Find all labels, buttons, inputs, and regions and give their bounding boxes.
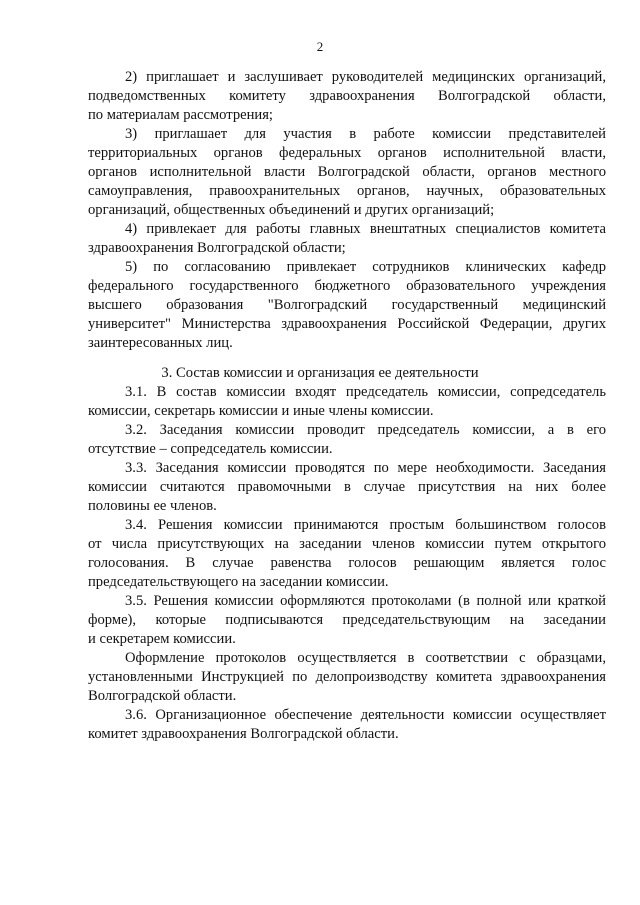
- text-line: 2) приглашает и заслушивает руководителей медицинских организаций,: [125, 69, 606, 85]
- text-line: голосования. В случае равенства голосов решающим является голос: [88, 555, 606, 571]
- text-line: самоуправления, правоохранительных органов, научных, образовательных: [88, 183, 606, 199]
- text-line: комиссии считаются правомочными в случае присутствия на них более: [88, 479, 606, 495]
- text-line: форме), которые подписываются председательствующим на заседании: [88, 612, 606, 628]
- text-line: и секретарем комиссии.: [88, 631, 236, 647]
- text-line: 3.6. Организационное обеспечение деятельности комиссии осуществляет: [125, 707, 606, 723]
- text-line: 3.3. Заседания комиссии проводятся по мере необходимости. Заседания: [125, 460, 606, 476]
- text-line: 3.1. В состав комиссии входят председатель комиссии, сопредседатель: [125, 384, 606, 400]
- text-line: по материалам рассмотрения;: [88, 107, 273, 123]
- text-line: 3.5. Решения комиссии оформляются протоколами (в полной или краткой: [125, 593, 606, 609]
- text-line: заинтересованных лиц.: [88, 335, 233, 351]
- text-line: высшего образования "Волгоградский государственный медицинский: [88, 297, 606, 313]
- text-line: 3.4. Решения комиссии принимаются простым большинством голосов: [125, 517, 606, 533]
- text-line: половины ее членов.: [88, 498, 217, 514]
- text-line: от числа присутствующих на заседании членов комиссии путем открытого: [88, 536, 606, 552]
- text-line: комитет здравоохранения Волгоградской области.: [88, 726, 399, 742]
- section-heading: 3. Состав комиссии и организация ее деятельности: [161, 365, 479, 381]
- text-line: отсутствие – сопредседатель комиссии.: [88, 441, 333, 457]
- text-line: установленными Инструкцией по делопроизводству комитета здравоохранения: [88, 669, 606, 685]
- text-line: университет" Министерства здравоохранения Российской Федерации, других: [88, 316, 606, 332]
- text-line: комиссии, секретарь комиссии и иные члены комиссии.: [88, 403, 434, 419]
- text-line: федерального государственного бюджетного образовательного учреждения: [88, 278, 606, 294]
- page-number: 2: [316, 39, 324, 54]
- text-line: подведомственных комитету здравоохранения Волгоградской области,: [88, 88, 606, 104]
- text-line: Оформление протоколов осуществляется в соответствии с образцами,: [125, 650, 606, 666]
- text-line: председательствующего на заседании комиссии.: [88, 574, 389, 590]
- text-line: 3) приглашает для участия в работе комиссии представителей: [125, 126, 606, 142]
- text-line: территориальных органов федеральных органов исполнительной власти,: [88, 145, 606, 161]
- text-line: органов исполнительной власти Волгоградской области, органов местного: [88, 164, 606, 180]
- text-line: 4) привлекает для работы главных внештатных специалистов комитета: [125, 221, 606, 237]
- text-line: Волгоградской области.: [88, 688, 237, 704]
- text-line: 5) по согласованию привлекает сотрудников клинических кафедр: [125, 259, 606, 275]
- text-line: 3.2. Заседания комиссии проводит председатель комиссии, а в его: [125, 422, 606, 438]
- text-line: организаций, общественных объединений и других организаций;: [88, 202, 495, 218]
- text-line: здравоохранения Волгоградской области;: [88, 240, 346, 256]
